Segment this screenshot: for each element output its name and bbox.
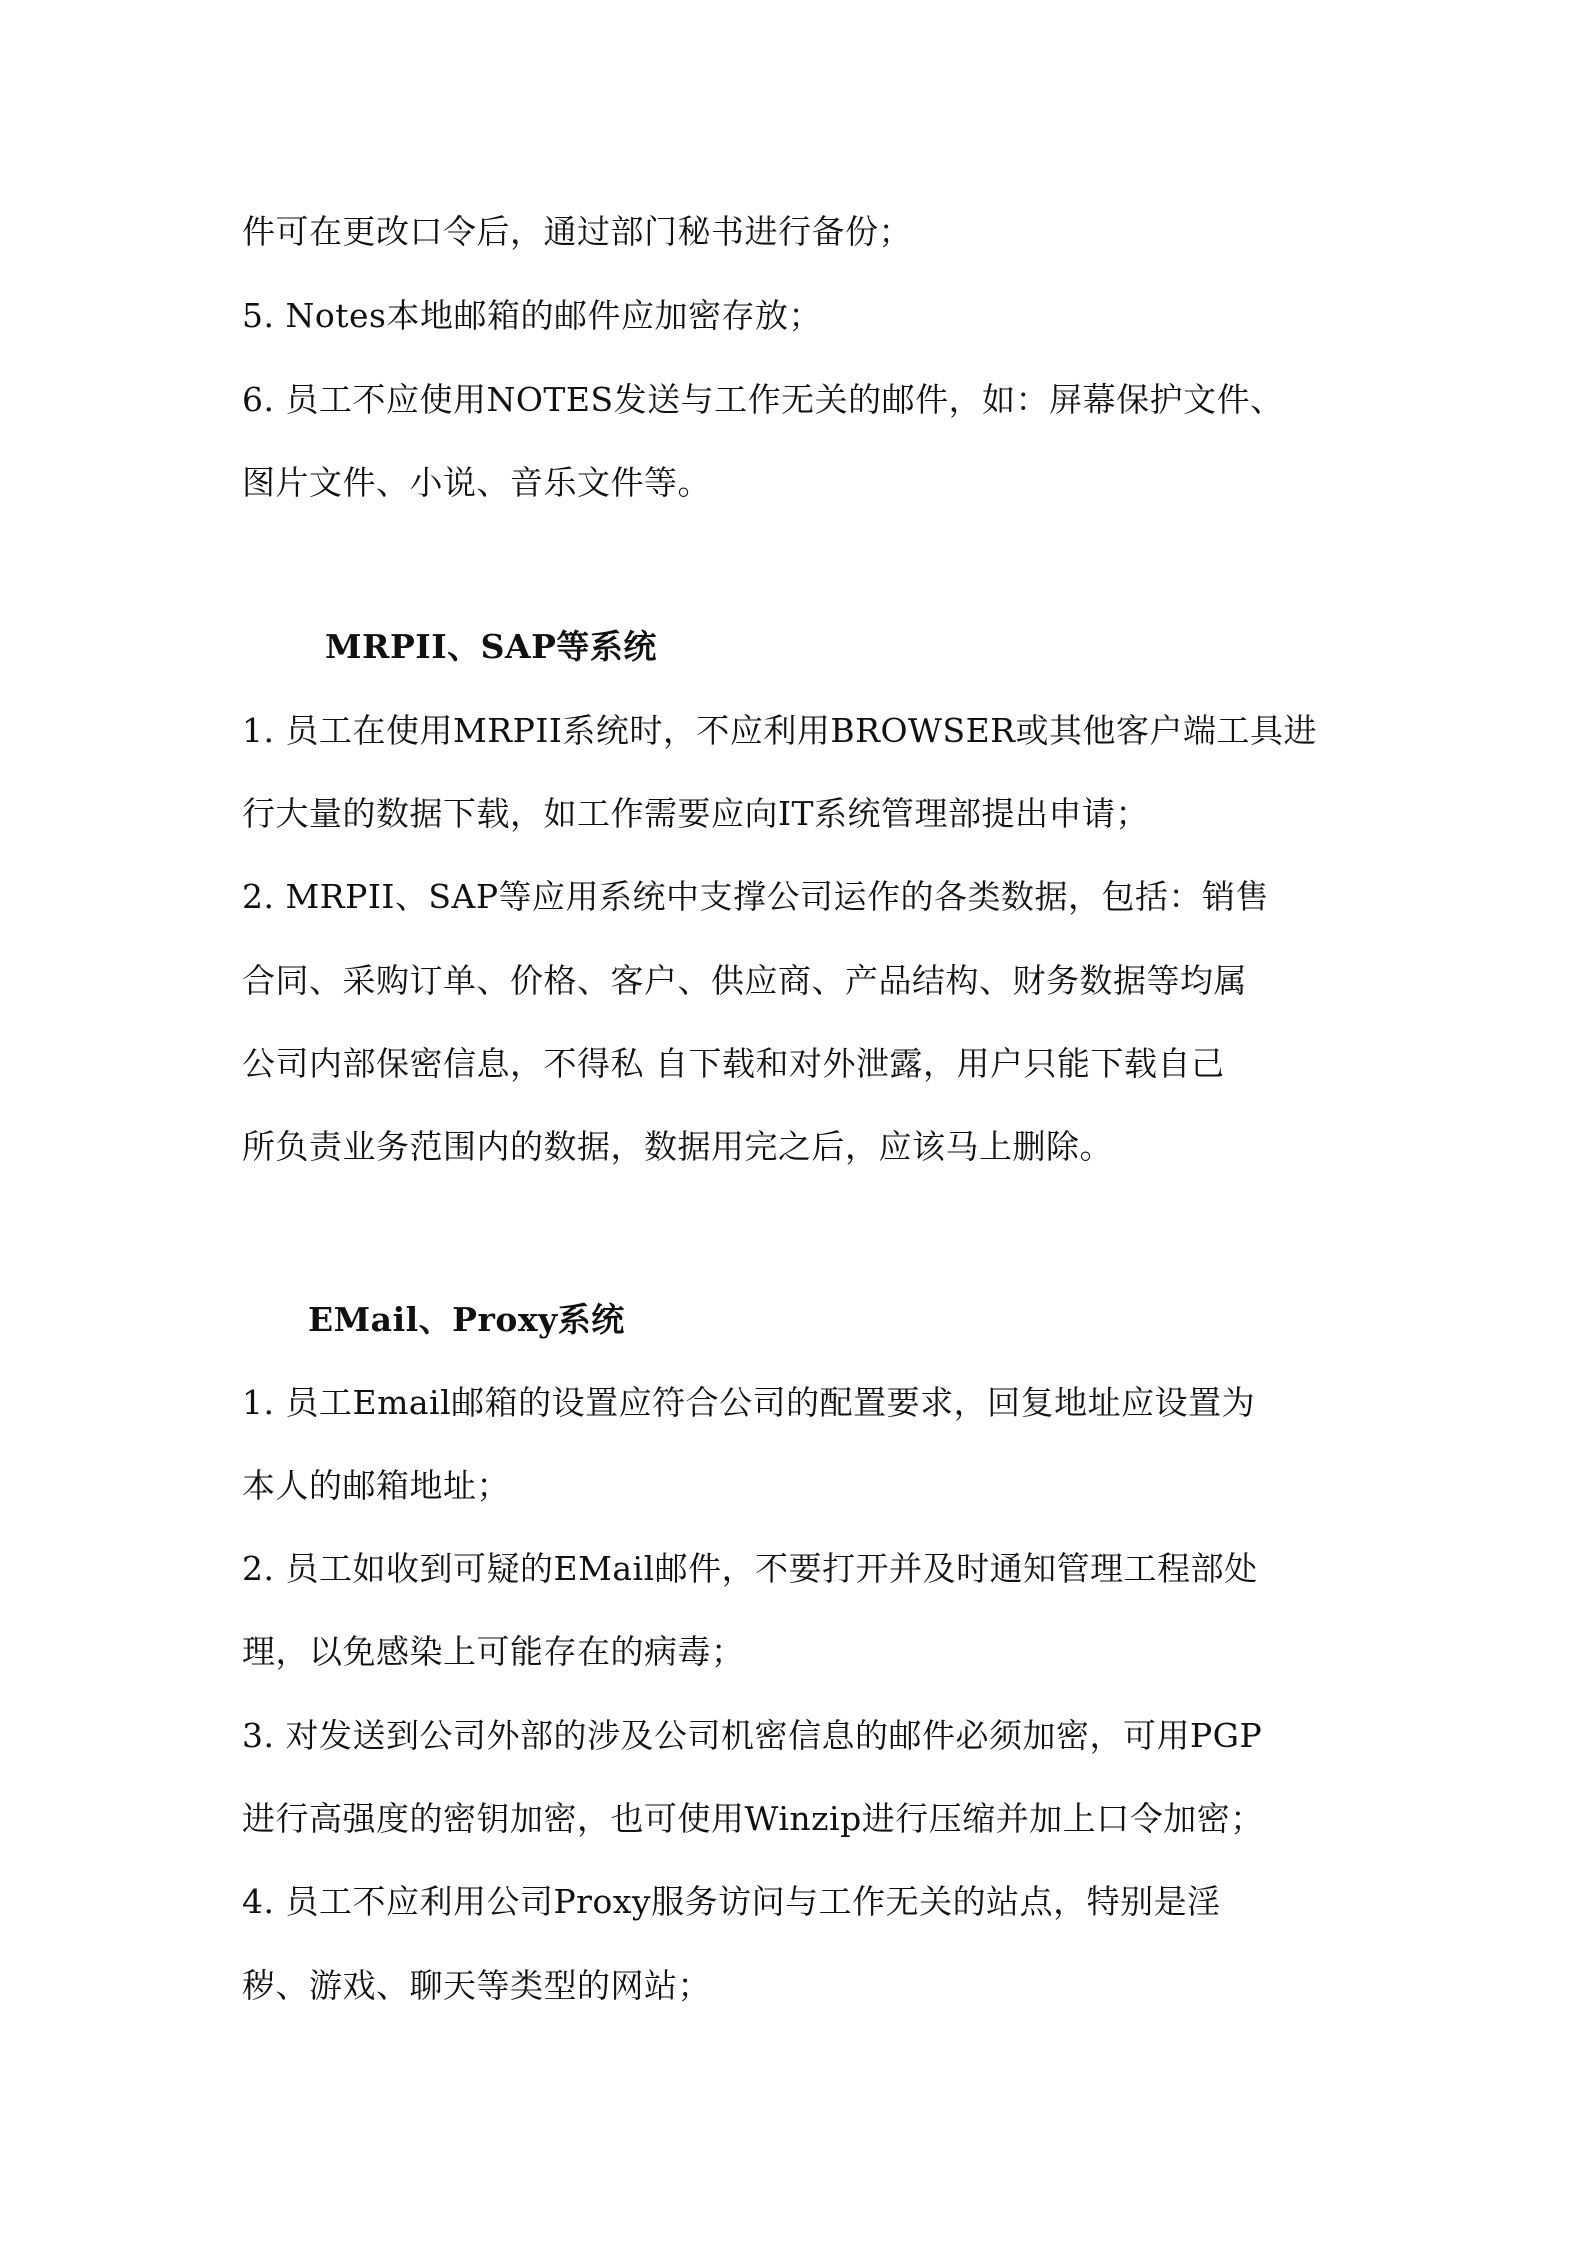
paragraph-line: 图片文件、小说、音乐文件等。 <box>242 463 711 502</box>
list-item-4: 4. 员工不应利用公司Proxy服务访问与工作无关的站点，特别是淫 <box>242 1882 1221 1921</box>
paragraph-line: 行大量的数据下载，如工作需要应向IT系统管理部提出申请； <box>242 794 1150 833</box>
paragraph-line: 合同、采购订单、价格、客户、供应商、产品结构、财务数据等均属 <box>242 961 1247 1000</box>
list-item-2: 2. 员工如收到可疑的EMail邮件，不要打开并及时通知管理工程部处 <box>242 1549 1258 1588</box>
section-heading-mrp: MRPII、SAP等系统 <box>325 627 657 666</box>
list-item-3: 3. 对发送到公司外部的涉及公司机密信息的邮件必须加密，可用PGP <box>242 1716 1263 1755</box>
paragraph-line: 进行高强度的密钥加密，也可使用Winzip进行压缩并加上口令加密； <box>242 1799 1264 1838</box>
list-item-1: 1. 员工Email邮箱的设置应符合公司的配置要求，回复地址应设置为 <box>242 1383 1256 1422</box>
list-item-1: 1. 员工在使用MRPII系统时，不应利用BROWSER或其他客户端工具进 <box>242 711 1317 750</box>
section-heading-email: EMail、Proxy系统 <box>308 1300 625 1339</box>
list-item-2: 2. MRPII、SAP等应用系统中支撑公司运作的各类数据，包括：销售 <box>242 877 1270 916</box>
list-item-6: 6. 员工不应使用NOTES发送与工作无关的邮件，如：屏幕保护文件、 <box>242 380 1284 419</box>
paragraph-line: 本人的邮箱地址； <box>242 1466 510 1505</box>
paragraph-line: 公司内部保密信息，不得私 自下载和对外泄露，用户只能下载自己 <box>242 1044 1225 1083</box>
paragraph-line: 件可在更改口令后，通过部门秘书进行备份； <box>242 212 912 251</box>
paragraph-line: 秽、游戏、聊天等类型的网站； <box>242 1966 711 2005</box>
paragraph-line: 理，以免感染上可能存在的病毒； <box>242 1632 745 1671</box>
paragraph-line: 所负责业务范围内的数据，数据用完之后，应该马上删除。 <box>242 1127 1113 1166</box>
list-item-5: 5. Notes本地邮箱的邮件应加密存放； <box>242 296 822 335</box>
